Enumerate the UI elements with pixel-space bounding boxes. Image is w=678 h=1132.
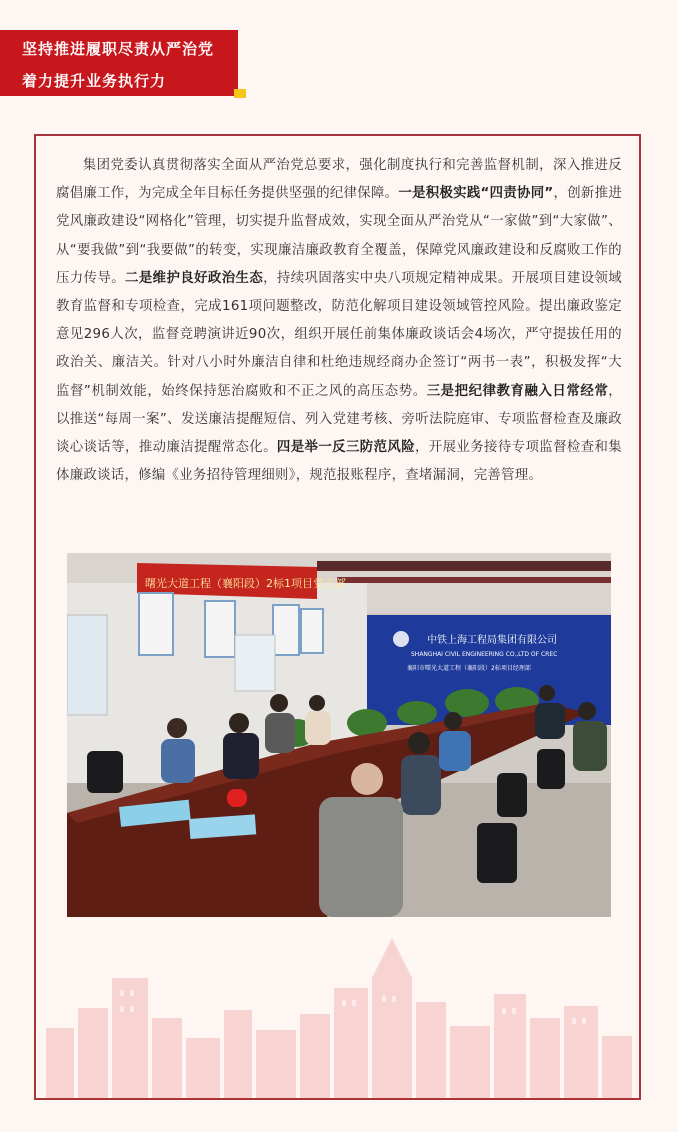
photo-backdrop-company-en: SHANGHAI CIVIL ENGINEERING CO.,LTD OF CREC	[411, 651, 558, 658]
point3-heading: 三是把纪律教育融入日常经常	[426, 383, 609, 399]
article-paragraph	[56, 152, 622, 490]
point2-text: ，持续巩固落实中央八项规定精神成果。开展项目建设领域教育监督和专项检查，完成161项问题整改，防范化解项目建设领域管控风险。提出廉政鉴定意见296人次，监督竞聘演讲近90次，组织开展任前集体廉政谈话会4场次，严守提拔任用的政治关、廉洁关。针对八小时外廉洁自律和杜绝违规经商办企签订“两书一表”，积极发挥“大监督”机制效能，始终保持惩治腐败和不正之风的高压态势。	[56, 270, 622, 399]
city-skyline-decoration	[36, 918, 639, 1098]
photo-banner-text: 曙光大道工程（襄阳段）2标1项目党支部	[145, 577, 346, 590]
banner-accent-square	[234, 89, 246, 98]
content-frame	[34, 134, 641, 1100]
header-title-line2: 着力提升业务执行力	[22, 72, 167, 90]
header-banner	[0, 30, 238, 96]
point2-heading: 二是维护良好政治生态	[125, 270, 264, 286]
point1-heading: 一是积极实践“四责协同”	[398, 186, 554, 202]
point4-text: ，开展业务接待专项监督检查和集体廉政谈话，修编《业务招待管理细则》，规范报账程序，查堵漏洞，完善管理。	[56, 440, 622, 484]
meeting-photo	[67, 553, 611, 917]
point1-text: ，创新推进党风廉政建设“网格化”管理，切实提升监督成效，实现全面从严治党从“一家做”到“大家做”、从“要我做”到“我要做”的转变，实现廉洁廉政教育全覆盖，保障党风廉政建设和反腐败工作的压力传导。	[56, 186, 623, 286]
point4-heading: 四是举一反三防范风险	[276, 440, 415, 456]
header-title-line1: 坚持推进履职尽责从严治党	[22, 40, 215, 58]
paragraph-intro: 集团党委认真贯彻落实全面从严治党总要求，强化制度执行和完善监督机制，深入推进反腐倡廉工作，为完成全年目标任务提供坚强的纪律保障。	[56, 158, 622, 202]
photo-backdrop-project: 襄阳市曙光大道工程（襄阳段）2标项目经理部	[407, 665, 531, 672]
photo-backdrop-company: 中铁上海工程局集团有限公司	[427, 635, 557, 646]
point3-text: ，以推送“每周一案”、发送廉洁提醒短信、列入党建考核、旁听法院庭审、专项监督检查及廉政谈心谈话等，推动廉洁提醒常态化。	[56, 383, 622, 456]
